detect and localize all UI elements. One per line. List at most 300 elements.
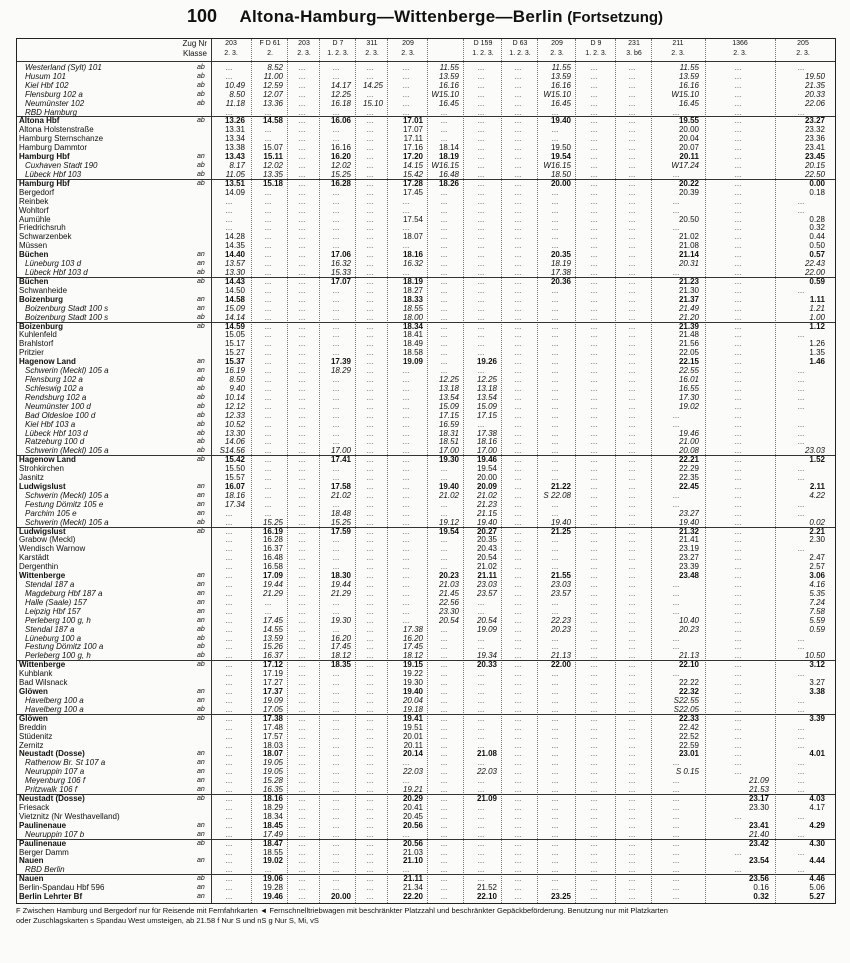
timetable-row <box>17 446 835 455</box>
empty-cell: ... <box>628 366 636 376</box>
time-cell: 10.40 <box>678 615 699 625</box>
empty-cell: ... <box>225 802 233 812</box>
train-number: 209 <box>402 40 414 47</box>
empty-cell: ... <box>734 624 742 634</box>
time-cell: 0.57 <box>809 250 825 260</box>
empty-cell: ... <box>477 321 485 331</box>
empty-cell: ... <box>440 713 448 723</box>
empty-cell: ... <box>734 588 742 598</box>
empty-cell: ... <box>590 883 598 893</box>
time-cell: 11.18 <box>225 98 245 108</box>
empty-cell: ... <box>628 838 636 848</box>
empty-cell: ... <box>514 107 522 117</box>
time-cell: 23.54 <box>748 856 769 866</box>
empty-cell: ... <box>366 802 374 812</box>
empty-cell: ... <box>477 847 485 857</box>
empty-cell: ... <box>628 588 636 598</box>
empty-cell: ... <box>590 401 598 411</box>
empty-cell: ... <box>514 348 522 358</box>
empty-cell: ... <box>590 205 598 215</box>
empty-cell: ... <box>298 178 306 188</box>
station-name: Vietznitz (Nr Westhavelland) <box>19 811 120 821</box>
empty-cell: ... <box>402 544 410 554</box>
time-cell: 14.43 <box>224 276 245 286</box>
time-cell: 17.45 <box>262 615 283 625</box>
empty-cell: ... <box>332 232 340 242</box>
time-cell: 16.20 <box>330 633 351 643</box>
time-cell: 16.06 <box>330 116 351 126</box>
empty-cell: ... <box>628 731 636 741</box>
empty-cell: ... <box>298 767 306 777</box>
empty-cell: ... <box>514 606 522 616</box>
station-name: Pritzier <box>19 348 44 358</box>
empty-cell: ... <box>298 375 306 385</box>
empty-cell: ... <box>628 847 636 857</box>
empty-cell: ... <box>551 820 559 830</box>
empty-cell: ... <box>514 375 522 385</box>
empty-cell: ... <box>332 499 340 509</box>
empty-cell: ... <box>402 71 410 81</box>
empty-cell: ... <box>590 776 598 786</box>
timetable-row <box>17 420 835 429</box>
empty-cell: ... <box>514 776 522 786</box>
empty-cell: ... <box>628 383 636 393</box>
empty-cell: ... <box>734 678 742 688</box>
time-cell: 18.19 <box>550 259 571 269</box>
empty-cell: ... <box>264 473 272 483</box>
empty-cell: ... <box>734 580 742 590</box>
arrival-departure-mark: an <box>197 830 205 838</box>
empty-cell: ... <box>734 375 742 385</box>
empty-cell: ... <box>477 285 485 295</box>
empty-cell: ... <box>264 285 272 295</box>
empty-cell: ... <box>298 303 306 313</box>
empty-cell: ... <box>514 669 522 679</box>
empty-cell: ... <box>551 410 559 420</box>
empty-cell: ... <box>366 312 374 322</box>
station-name: Stüdenitz <box>19 731 53 741</box>
empty-cell: ... <box>797 722 805 732</box>
empty-cell: ... <box>734 223 742 233</box>
empty-cell: ... <box>332 687 340 697</box>
time-cell: 17.38 <box>476 428 497 438</box>
empty-cell: ... <box>225 508 233 518</box>
empty-cell: ... <box>366 223 374 233</box>
time-cell: 0.18 <box>809 187 825 197</box>
time-cell: 3.27 <box>809 678 825 688</box>
empty-cell: ... <box>551 187 559 197</box>
time-cell: 23.56 <box>748 874 769 884</box>
arrival-departure-mark: ab <box>197 277 205 285</box>
time-cell: 21.55 <box>550 571 571 581</box>
time-cell: 21.10 <box>402 856 423 866</box>
empty-cell: ... <box>797 776 805 786</box>
station-name: Altona Holstenstraße <box>19 125 94 135</box>
empty-cell: ... <box>298 508 306 518</box>
empty-cell: ... <box>514 89 522 99</box>
empty-cell: ... <box>332 874 340 884</box>
empty-cell: ... <box>590 294 598 304</box>
empty-cell: ... <box>298 98 306 108</box>
empty-cell: ... <box>332 375 340 385</box>
empty-cell: ... <box>402 98 410 108</box>
arrival-departure-mark: ab <box>197 411 205 419</box>
arrival-departure-mark: an <box>197 616 205 624</box>
empty-cell: ... <box>332 678 340 688</box>
arrival-departure-mark: ab <box>197 420 205 428</box>
empty-cell: ... <box>734 473 742 483</box>
empty-cell: ... <box>590 89 598 99</box>
arrival-departure-mark: ab <box>197 313 205 321</box>
time-cell: 4.16 <box>809 580 825 590</box>
empty-cell: ... <box>551 597 559 607</box>
empty-cell: ... <box>734 169 742 179</box>
empty-cell: ... <box>628 125 636 135</box>
station-name: Hamburg Dammtor <box>19 143 88 153</box>
empty-cell: ... <box>628 820 636 830</box>
time-cell: 5.06 <box>809 883 825 893</box>
empty-cell: ... <box>366 562 374 572</box>
empty-cell: ... <box>514 419 522 429</box>
empty-cell: ... <box>514 383 522 393</box>
empty-cell: ... <box>590 276 598 286</box>
station-name: Lüneburg 100 a <box>25 633 82 643</box>
empty-cell: ... <box>590 464 598 474</box>
empty-cell: ... <box>366 606 374 616</box>
section-rule <box>17 179 835 180</box>
time-cell: 13.31 <box>224 125 245 135</box>
empty-cell: ... <box>264 437 272 447</box>
empty-cell: ... <box>628 553 636 563</box>
arrival-departure-mark: an <box>197 358 205 366</box>
timetable-row <box>17 277 835 286</box>
empty-cell: ... <box>797 508 805 518</box>
empty-cell: ... <box>366 294 374 304</box>
empty-cell: ... <box>298 125 306 135</box>
time-cell: 19.30 <box>402 678 423 688</box>
time-cell: 0.50 <box>809 241 825 251</box>
time-cell: 21.02 <box>330 490 351 500</box>
empty-cell: ... <box>332 383 340 393</box>
empty-cell: ... <box>672 838 680 848</box>
station-name: Hamburg Hbf <box>19 178 70 188</box>
time-cell: 17.12 <box>262 660 283 670</box>
empty-cell: ... <box>514 562 522 572</box>
empty-cell: ... <box>514 303 522 313</box>
empty-cell: ... <box>440 767 448 777</box>
time-cell: 17.09 <box>262 571 283 581</box>
empty-cell: ... <box>551 606 559 616</box>
empty-cell: ... <box>628 250 636 260</box>
empty-cell: ... <box>332 71 340 81</box>
table-number: 100 <box>186 6 217 26</box>
empty-cell: ... <box>366 508 374 518</box>
empty-cell: ... <box>366 473 374 483</box>
time-cell: 17.15 <box>438 410 459 420</box>
empty-cell: ... <box>590 740 598 750</box>
empty-cell: ... <box>402 464 410 474</box>
empty-cell: ... <box>797 669 805 679</box>
station-name: RBD Berlin <box>25 865 65 875</box>
empty-cell: ... <box>734 339 742 349</box>
empty-cell: ... <box>225 740 233 750</box>
time-cell: 20.04 <box>402 695 423 705</box>
empty-cell: ... <box>366 161 374 171</box>
empty-cell: ... <box>734 98 742 108</box>
station-name: Wittenberge <box>19 660 66 670</box>
empty-cell: ... <box>225 571 233 581</box>
empty-cell: ... <box>514 169 522 179</box>
time-cell: 23.01 <box>678 749 699 759</box>
empty-cell: ... <box>590 678 598 688</box>
station-name: Neustadt (Dosse) <box>19 749 85 759</box>
empty-cell: ... <box>628 205 636 215</box>
empty-cell: ... <box>332 535 340 545</box>
section-rule <box>17 322 835 323</box>
empty-cell: ... <box>590 303 598 313</box>
empty-cell: ... <box>366 544 374 554</box>
empty-cell: ... <box>590 526 598 536</box>
empty-cell: ... <box>590 71 598 81</box>
empty-cell: ... <box>366 357 374 367</box>
empty-cell: ... <box>477 250 485 260</box>
empty-cell: ... <box>477 116 485 126</box>
empty-cell: ... <box>590 490 598 500</box>
empty-cell: ... <box>514 71 522 81</box>
empty-cell: ... <box>590 704 598 714</box>
empty-cell: ... <box>590 499 598 509</box>
empty-cell: ... <box>440 651 448 661</box>
empty-cell: ... <box>734 392 742 402</box>
empty-cell: ... <box>551 838 559 848</box>
empty-cell: ... <box>551 375 559 385</box>
empty-cell: ... <box>366 597 374 607</box>
empty-cell: ... <box>628 321 636 331</box>
empty-cell: ... <box>477 874 485 884</box>
empty-cell: ... <box>477 687 485 697</box>
empty-cell: ... <box>551 695 559 705</box>
empty-cell: ... <box>298 580 306 590</box>
empty-cell: ... <box>551 473 559 483</box>
time-cell: 18.12 <box>402 651 423 661</box>
empty-cell: ... <box>225 678 233 688</box>
empty-cell: ... <box>551 874 559 884</box>
time-cell: 17.27 <box>262 678 283 688</box>
station-name: Paulinenaue <box>19 838 67 848</box>
empty-cell: ... <box>628 624 636 634</box>
empty-cell: ... <box>590 366 598 376</box>
time-cell: 17.11 <box>403 134 423 144</box>
empty-cell: ... <box>264 348 272 358</box>
empty-cell: ... <box>298 464 306 474</box>
time-cell: 13.18 <box>438 383 459 393</box>
timetable-row <box>17 464 835 473</box>
time-cell: 21.32 <box>678 526 699 536</box>
empty-cell: ... <box>477 419 485 429</box>
arrival-departure-mark: an <box>197 777 205 785</box>
empty-cell: ... <box>590 597 598 607</box>
empty-cell: ... <box>264 606 272 616</box>
time-cell: 20.07 <box>678 143 699 153</box>
time-cell: 22.59 <box>678 740 699 750</box>
empty-cell: ... <box>797 63 805 72</box>
empty-cell: ... <box>366 303 374 313</box>
empty-cell: ... <box>514 339 522 349</box>
empty-cell: ... <box>298 401 306 411</box>
station-name: Havelberg 100 a <box>25 704 84 714</box>
empty-cell: ... <box>477 330 485 340</box>
empty-cell: ... <box>628 865 636 875</box>
empty-cell: ... <box>477 71 485 81</box>
time-cell: 16.55 <box>678 383 699 393</box>
empty-cell: ... <box>551 776 559 786</box>
empty-cell: ... <box>332 107 340 117</box>
time-cell: 3.12 <box>809 660 825 670</box>
empty-cell: ... <box>298 410 306 420</box>
empty-cell: ... <box>590 802 598 812</box>
empty-cell: ... <box>514 321 522 331</box>
station-name: Neumünster 100 d <box>25 401 91 411</box>
empty-cell: ... <box>734 633 742 643</box>
empty-cell: ... <box>734 134 742 144</box>
empty-cell: ... <box>366 259 374 269</box>
empty-cell: ... <box>366 276 374 286</box>
empty-cell: ... <box>797 499 805 509</box>
train-number: 231 <box>628 40 640 47</box>
station-name: Lübeck Hbf 103 <box>25 169 82 179</box>
time-cell: 14.40 <box>224 250 245 260</box>
empty-cell: ... <box>225 63 233 72</box>
time-cell: 18.34 <box>402 321 423 331</box>
empty-cell: ... <box>332 321 340 331</box>
time-cell: W15.10 <box>431 89 459 99</box>
empty-cell: ... <box>628 499 636 509</box>
empty-cell: ... <box>551 669 559 679</box>
empty-cell: ... <box>797 642 805 652</box>
empty-cell: ... <box>514 401 522 411</box>
station-name: Hamburg Hbf <box>19 152 70 162</box>
empty-cell: ... <box>628 330 636 340</box>
time-cell: 21.48 <box>678 330 699 340</box>
time-cell: 18.16 <box>224 490 245 500</box>
time-cell: 18.34 <box>262 811 283 821</box>
empty-cell: ... <box>514 116 522 126</box>
empty-cell: ... <box>264 107 272 117</box>
time-cell: 18.00 <box>402 312 423 322</box>
empty-cell: ... <box>440 116 448 126</box>
time-cell: 23.39 <box>678 562 699 572</box>
arrival-departure-mark: an <box>197 857 205 865</box>
empty-cell: ... <box>402 419 410 429</box>
train-number-row <box>17 39 835 49</box>
class-row <box>17 49 835 59</box>
empty-cell: ... <box>590 731 598 741</box>
empty-cell: ... <box>298 704 306 714</box>
empty-cell: ... <box>440 205 448 215</box>
empty-cell: ... <box>332 437 340 447</box>
empty-cell: ... <box>797 829 805 839</box>
empty-cell: ... <box>402 89 410 99</box>
time-cell: 15.28 <box>262 776 283 786</box>
empty-cell: ... <box>514 196 522 206</box>
empty-cell: ... <box>332 223 340 233</box>
time-cell: 22.33 <box>678 713 699 723</box>
station-name: Hamburg Sternschanze <box>19 134 104 144</box>
empty-cell: ... <box>402 571 410 581</box>
empty-cell: ... <box>366 704 374 714</box>
empty-cell: ... <box>514 250 522 260</box>
empty-cell: ... <box>551 508 559 518</box>
empty-cell: ... <box>734 250 742 260</box>
empty-cell: ... <box>514 455 522 465</box>
time-cell: 18.19 <box>438 152 459 162</box>
timetable-row <box>17 143 835 152</box>
timetable-row <box>17 527 835 536</box>
empty-cell: ... <box>628 303 636 313</box>
empty-cell: ... <box>734 241 742 251</box>
empty-cell: ... <box>514 597 522 607</box>
empty-cell: ... <box>551 722 559 732</box>
station-name: Breddin <box>19 722 47 732</box>
station-name: Karstädt <box>19 553 49 563</box>
station-name: Lübeck Hbf 103 d <box>25 268 88 278</box>
empty-cell: ... <box>402 499 410 509</box>
empty-cell: ... <box>402 615 410 625</box>
time-cell: 13.30 <box>224 428 245 438</box>
empty-cell: ... <box>551 196 559 206</box>
empty-cell: ... <box>440 312 448 322</box>
time-cell: 18.47 <box>262 838 283 848</box>
time-cell: 16.28 <box>262 535 283 545</box>
empty-cell: ... <box>514 490 522 500</box>
time-cell: 22.15 <box>678 357 699 367</box>
arrival-departure-mark: ab <box>197 527 205 535</box>
train-class: 2. 3. <box>365 50 379 57</box>
empty-cell: ... <box>590 615 598 625</box>
empty-cell: ... <box>590 321 598 331</box>
station-name: Schwerin (Meckl) 105 a <box>25 366 109 376</box>
empty-cell: ... <box>514 241 522 251</box>
empty-cell: ... <box>366 517 374 527</box>
empty-cell: ... <box>264 259 272 269</box>
empty-cell: ... <box>514 829 522 839</box>
arrival-departure-mark: ab <box>197 322 205 330</box>
empty-cell: ... <box>628 874 636 884</box>
time-cell: 16.28 <box>330 178 351 188</box>
arrival-departure-mark: an <box>197 500 205 508</box>
time-cell: 19.46 <box>678 428 699 438</box>
timetable-row <box>17 723 835 732</box>
empty-cell: ... <box>551 232 559 242</box>
empty-cell: ... <box>672 196 680 206</box>
time-cell: 22.43 <box>804 259 825 269</box>
empty-cell: ... <box>225 624 233 634</box>
empty-cell: ... <box>551 366 559 376</box>
time-cell: 13.54 <box>438 392 459 402</box>
empty-cell: ... <box>298 339 306 349</box>
time-cell: 11.55 <box>439 63 459 72</box>
station-name: Schwerin (Meckl) 105 a <box>25 517 109 527</box>
empty-cell: ... <box>298 455 306 465</box>
time-cell: 23.41 <box>748 820 769 830</box>
empty-cell: ... <box>366 571 374 581</box>
time-cell: 13.34 <box>224 134 245 144</box>
timetable-row <box>17 90 835 99</box>
time-cell: 13.51 <box>224 178 245 188</box>
time-cell: 16.20 <box>402 633 423 643</box>
empty-cell: ... <box>298 259 306 269</box>
time-cell: 22.03 <box>402 767 423 777</box>
